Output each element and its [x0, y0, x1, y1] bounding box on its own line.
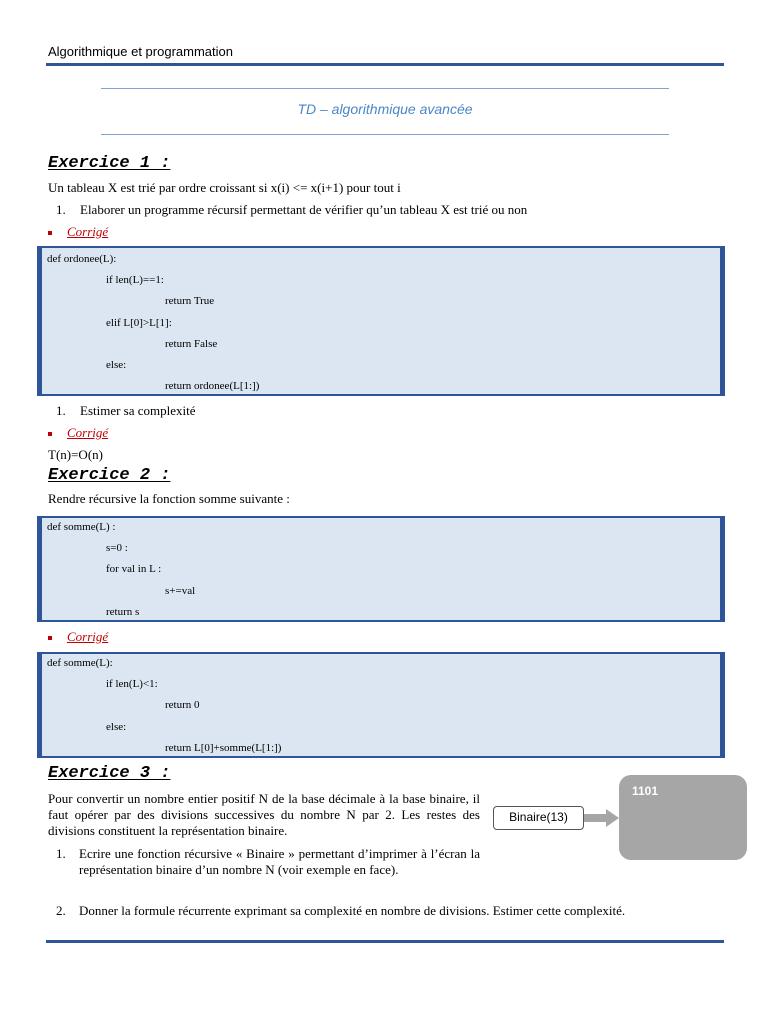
- code-line: return L[0]+somme(L[1:]): [165, 742, 282, 754]
- exercise3-question2: [56, 903, 736, 921]
- output-value: 1101: [632, 784, 659, 798]
- exercise2-corrige: [48, 629, 108, 645]
- exercise1-heading: Exercice 1 :: [48, 154, 171, 173]
- code-line: def somme(L) :: [47, 521, 116, 533]
- code-line: return False: [165, 338, 218, 350]
- question-text: Ecrire une fonction récursive « Binaire » permettant d’imprimer à l’écran la représentation binaire d’un nombre N (voir exemple en face).: [79, 846, 480, 877]
- exercise1-corrige2: [48, 425, 108, 441]
- question-text: Elaborer un programme récursif permettant de vérifier qu’un tableau X est trié ou non: [80, 202, 528, 217]
- bullet-square-icon: [48, 432, 52, 436]
- footer-rule: [46, 940, 724, 943]
- code-line: elif L[0]>L[1]:: [106, 317, 172, 329]
- corrige-label: Corrigé: [67, 629, 109, 644]
- code-line: for val in L :: [106, 563, 162, 575]
- header-rule: [46, 63, 724, 66]
- question-number: 1.: [56, 202, 66, 217]
- code-block-somme-iterative: [37, 516, 725, 622]
- code-block-somme-recursive: [37, 652, 725, 758]
- code-line: def ordonee(L):: [47, 253, 117, 265]
- code-line: return s: [106, 606, 140, 618]
- code-line: s=0 :: [106, 542, 128, 554]
- question-number: 1.: [56, 846, 66, 861]
- question-text: Estimer sa complexité: [80, 403, 196, 418]
- arrow-right-icon: [584, 809, 620, 827]
- bullet-square-icon: [48, 636, 52, 640]
- code-line: def somme(L):: [47, 657, 113, 669]
- question-text: Donner la formule récurrente exprimant sa complexité en nombre de divisions. Estimer cette complexité.: [79, 903, 626, 918]
- exercise1-intro: Un tableau X est trié par ordre croissant si x(i) <= x(i+1) pour tout i: [48, 180, 401, 195]
- title-rule-bottom: [101, 134, 669, 135]
- page-header: Algorithmique et programmation: [48, 44, 233, 59]
- code-line: else:: [106, 721, 127, 733]
- exercise1-question1: [56, 202, 527, 218]
- code-line: s+=val: [165, 585, 196, 597]
- exercise1-corrige: [48, 224, 108, 240]
- exercise3-heading: Exercice 3 :: [48, 764, 171, 783]
- exercise2-intro: Rendre récursive la fonction somme suivante :: [48, 491, 290, 506]
- title-rule-top: [101, 88, 669, 89]
- code-line: return ordonee(L[1:]): [165, 380, 260, 392]
- question-number: 2.: [56, 903, 66, 918]
- code-line: if len(L)==1:: [106, 274, 164, 286]
- exercise2-heading: Exercice 2 :: [48, 466, 171, 485]
- bullet-square-icon: [48, 231, 52, 235]
- exercise1-question2: [56, 403, 196, 419]
- document-title: TD – algorithmique avancée: [297, 101, 473, 117]
- exercise3-paragraph: Pour convertir un nombre entier positif N de la base décimale à la base binaire, il faut opérer par des divisions successives du nombre N par 2. Les restes des divisions constituent la représentation binaire.: [48, 791, 480, 838]
- question-number: 1.: [56, 403, 66, 418]
- corrige-label: Corrigé: [67, 224, 109, 239]
- code-line: return 0: [165, 699, 200, 711]
- code-line: if len(L)<1:: [106, 678, 158, 690]
- code-line: return True: [165, 295, 215, 307]
- code-block-ordonee: [37, 246, 725, 396]
- complexity-answer: T(n)=O(n): [48, 447, 103, 462]
- function-call-box: Binaire(13): [493, 806, 584, 830]
- code-line: else:: [106, 359, 127, 371]
- exercise3-question1: [56, 846, 480, 896]
- corrige-label: Corrigé: [67, 425, 109, 440]
